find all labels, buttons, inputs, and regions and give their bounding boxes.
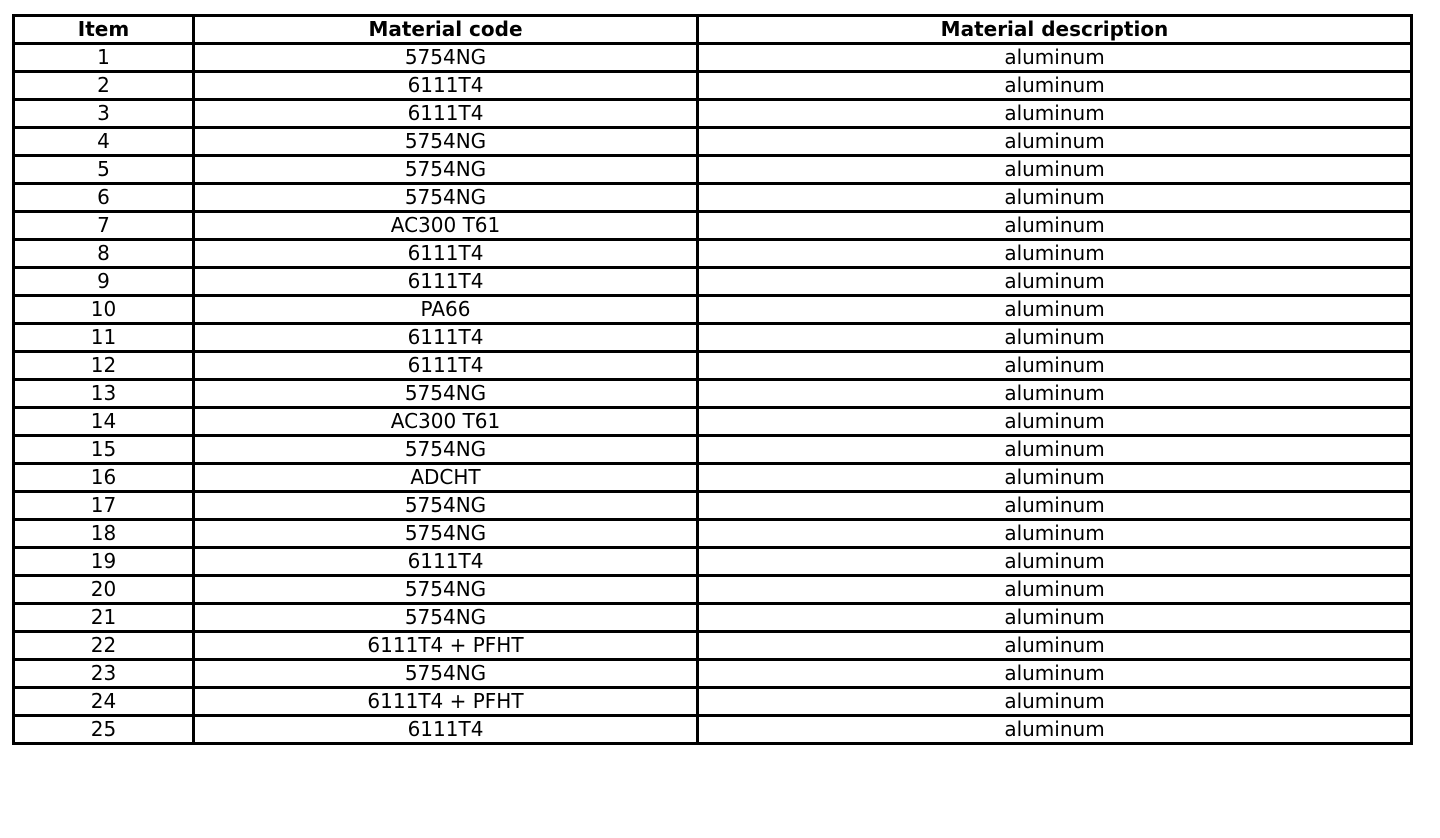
cell-item: 25 [14, 716, 194, 744]
cell-item: 6 [14, 184, 194, 212]
cell-material-code: 5754NG [194, 604, 698, 632]
cell-material-code: 5754NG [194, 156, 698, 184]
cell-material-description: aluminum [698, 44, 1412, 72]
cell-item: 8 [14, 240, 194, 268]
cell-material-description: aluminum [698, 436, 1412, 464]
cell-material-code: 5754NG [194, 380, 698, 408]
header-material-code: Material code [194, 16, 698, 44]
table-row [14, 44, 1412, 72]
table-row [14, 324, 1412, 352]
cell-item: 7 [14, 212, 194, 240]
cell-material-description: aluminum [698, 72, 1412, 100]
table-row [14, 240, 1412, 268]
cell-material-description: aluminum [698, 184, 1412, 212]
table-row [14, 716, 1412, 744]
cell-item: 10 [14, 296, 194, 324]
cell-material-description: aluminum [698, 688, 1412, 716]
table-row [14, 268, 1412, 296]
cell-material-description: aluminum [698, 380, 1412, 408]
cell-material-description: aluminum [698, 268, 1412, 296]
cell-material-description: aluminum [698, 576, 1412, 604]
cell-material-code: 6111T4 [194, 716, 698, 744]
cell-item: 15 [14, 436, 194, 464]
cell-material-code: 6111T4 [194, 268, 698, 296]
table-row [14, 72, 1412, 100]
cell-material-description: aluminum [698, 408, 1412, 436]
cell-material-description: aluminum [698, 128, 1412, 156]
cell-item: 1 [14, 44, 194, 72]
cell-material-code: ADCHT [194, 464, 698, 492]
cell-material-description: aluminum [698, 660, 1412, 688]
table-row [14, 212, 1412, 240]
cell-item: 19 [14, 548, 194, 576]
cell-material-code: 6111T4 [194, 352, 698, 380]
cell-material-description: aluminum [698, 716, 1412, 744]
cell-item: 20 [14, 576, 194, 604]
table-row [14, 436, 1412, 464]
cell-item: 21 [14, 604, 194, 632]
cell-material-code: 6111T4 [194, 100, 698, 128]
table-header-row [14, 16, 1412, 44]
cell-material-description: aluminum [698, 352, 1412, 380]
cell-item: 3 [14, 100, 194, 128]
table-body [14, 44, 1412, 744]
cell-material-description: aluminum [698, 296, 1412, 324]
cell-material-code: 5754NG [194, 660, 698, 688]
cell-material-code: AC300 T61 [194, 408, 698, 436]
cell-material-description: aluminum [698, 464, 1412, 492]
materials-sheet [12, 14, 1410, 745]
cell-material-code: AC300 T61 [194, 212, 698, 240]
cell-item: 2 [14, 72, 194, 100]
cell-material-description: aluminum [698, 548, 1412, 576]
table-row [14, 604, 1412, 632]
cell-material-code: 6111T4 [194, 240, 698, 268]
table-row [14, 352, 1412, 380]
cell-material-code: 6111T4 [194, 548, 698, 576]
cell-material-code: 5754NG [194, 184, 698, 212]
cell-material-description: aluminum [698, 100, 1412, 128]
table-row [14, 156, 1412, 184]
table-row [14, 688, 1412, 716]
cell-item: 4 [14, 128, 194, 156]
cell-material-code: 5754NG [194, 128, 698, 156]
header-item: Item [14, 16, 194, 44]
table-row [14, 576, 1412, 604]
cell-item: 23 [14, 660, 194, 688]
cell-item: 5 [14, 156, 194, 184]
cell-material-description: aluminum [698, 156, 1412, 184]
table-row [14, 632, 1412, 660]
cell-material-description: aluminum [698, 632, 1412, 660]
cell-material-description: aluminum [698, 492, 1412, 520]
cell-item: 22 [14, 632, 194, 660]
cell-item: 13 [14, 380, 194, 408]
cell-material-code: 5754NG [194, 492, 698, 520]
table-row [14, 660, 1412, 688]
cell-item: 14 [14, 408, 194, 436]
cell-item: 18 [14, 520, 194, 548]
cell-material-code: 6111T4 + PFHT [194, 632, 698, 660]
cell-material-description: aluminum [698, 324, 1412, 352]
cell-material-code: 6111T4 [194, 72, 698, 100]
cell-item: 9 [14, 268, 194, 296]
table-row [14, 296, 1412, 324]
cell-material-code: 5754NG [194, 576, 698, 604]
cell-material-description: aluminum [698, 240, 1412, 268]
table-row [14, 380, 1412, 408]
table-row [14, 548, 1412, 576]
cell-material-description: aluminum [698, 604, 1412, 632]
table-row [14, 100, 1412, 128]
cell-item: 16 [14, 464, 194, 492]
cell-material-code: 6111T4 [194, 324, 698, 352]
cell-item: 17 [14, 492, 194, 520]
table-row [14, 520, 1412, 548]
cell-material-code: PA66 [194, 296, 698, 324]
cell-material-code: 5754NG [194, 436, 698, 464]
header-material-description: Material description [698, 16, 1412, 44]
table-row [14, 492, 1412, 520]
table-row [14, 128, 1412, 156]
cell-material-description: aluminum [698, 520, 1412, 548]
cell-item: 12 [14, 352, 194, 380]
table-row [14, 464, 1412, 492]
table-row [14, 184, 1412, 212]
materials-table [12, 14, 1413, 745]
cell-material-code: 5754NG [194, 44, 698, 72]
cell-material-description: aluminum [698, 212, 1412, 240]
cell-material-code: 5754NG [194, 520, 698, 548]
cell-material-code: 6111T4 + PFHT [194, 688, 698, 716]
cell-item: 11 [14, 324, 194, 352]
cell-item: 24 [14, 688, 194, 716]
table-row [14, 408, 1412, 436]
